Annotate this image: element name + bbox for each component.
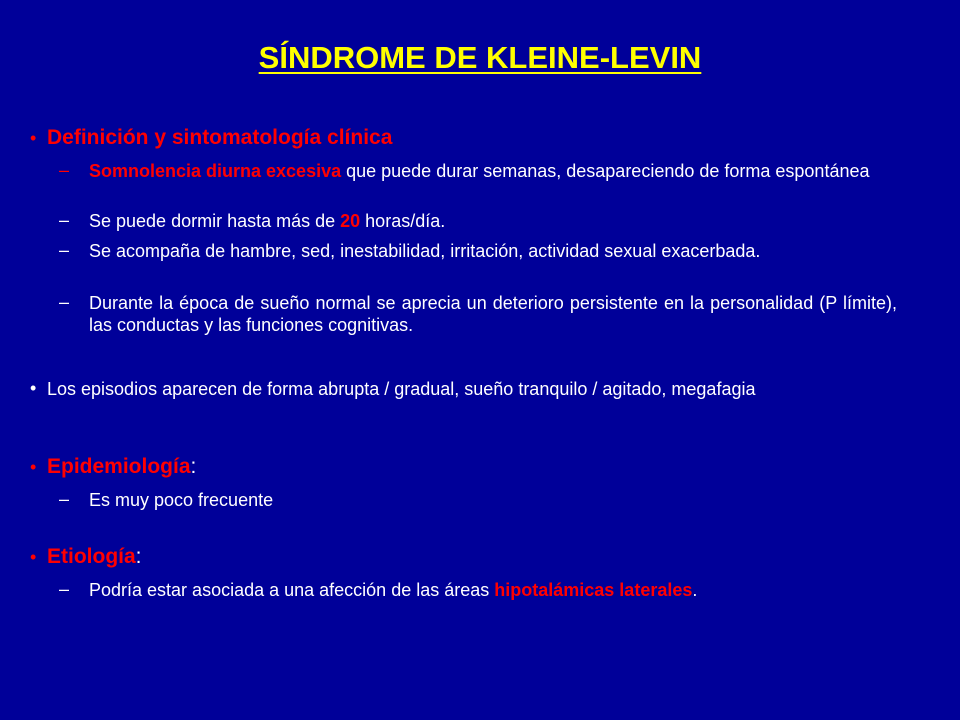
- dash-marker: –: [59, 160, 70, 180]
- dash-marker: –: [59, 489, 70, 509]
- bullet-marker: •: [30, 128, 37, 148]
- heading-text: Etiología: [47, 545, 136, 568]
- dash-marker: –: [59, 579, 70, 599]
- list-item-horas: [89, 210, 897, 232]
- bullet-marker: •: [30, 457, 37, 477]
- highlight-text: Somnolencia diurna excesiva: [89, 161, 342, 181]
- list-item-frecuencia: Es muy poco frecuente: [89, 490, 274, 510]
- heading-text: Epidemiología: [47, 455, 191, 478]
- body-text: Podría estar asociada a una afección de las áreas: [89, 580, 495, 600]
- bullet-marker: •: [30, 547, 37, 567]
- body-text: Se puede dormir hasta más de: [89, 211, 341, 231]
- highlight-number: 20: [340, 211, 361, 231]
- heading-colon: :: [190, 455, 197, 478]
- section-heading-etiologia: [47, 545, 907, 569]
- section-heading-epidemiologia: [47, 455, 907, 479]
- dash-marker: –: [59, 292, 70, 312]
- body-text: que puede durar semanas, desapareciendo de forma espontánea: [341, 161, 870, 181]
- list-item-hipotalamicas: [89, 579, 897, 601]
- section-heading-definicion: Definición y sintomatología clínica: [47, 126, 393, 149]
- list-item-deterioro: Durante la época de sueño normal se aprecia un deterioro persistente en la personalidad (P límite), las conductas y las funciones cognitivas.: [89, 293, 897, 335]
- body-text: .: [692, 580, 698, 600]
- highlight-text: hipotalámicas laterales: [494, 580, 693, 600]
- body-text: horas/día.: [360, 211, 446, 231]
- episodios-text: Los episodios aparecen de forma abrupta / gradual, sueño tranquilo / agitado, megafagia: [47, 379, 756, 399]
- dash-marker: –: [59, 210, 70, 230]
- list-item-somnolencia: [89, 160, 897, 182]
- slide-title: SÍNDROME DE KLEINE-LEVIN: [258, 40, 702, 75]
- list-item-hambre: Se acompaña de hambre, sed, inestabilidad, irritación, actividad sexual exacerbada.: [89, 241, 761, 261]
- dash-marker: –: [59, 240, 70, 260]
- heading-colon: :: [135, 545, 142, 568]
- bullet-marker: •: [30, 378, 37, 398]
